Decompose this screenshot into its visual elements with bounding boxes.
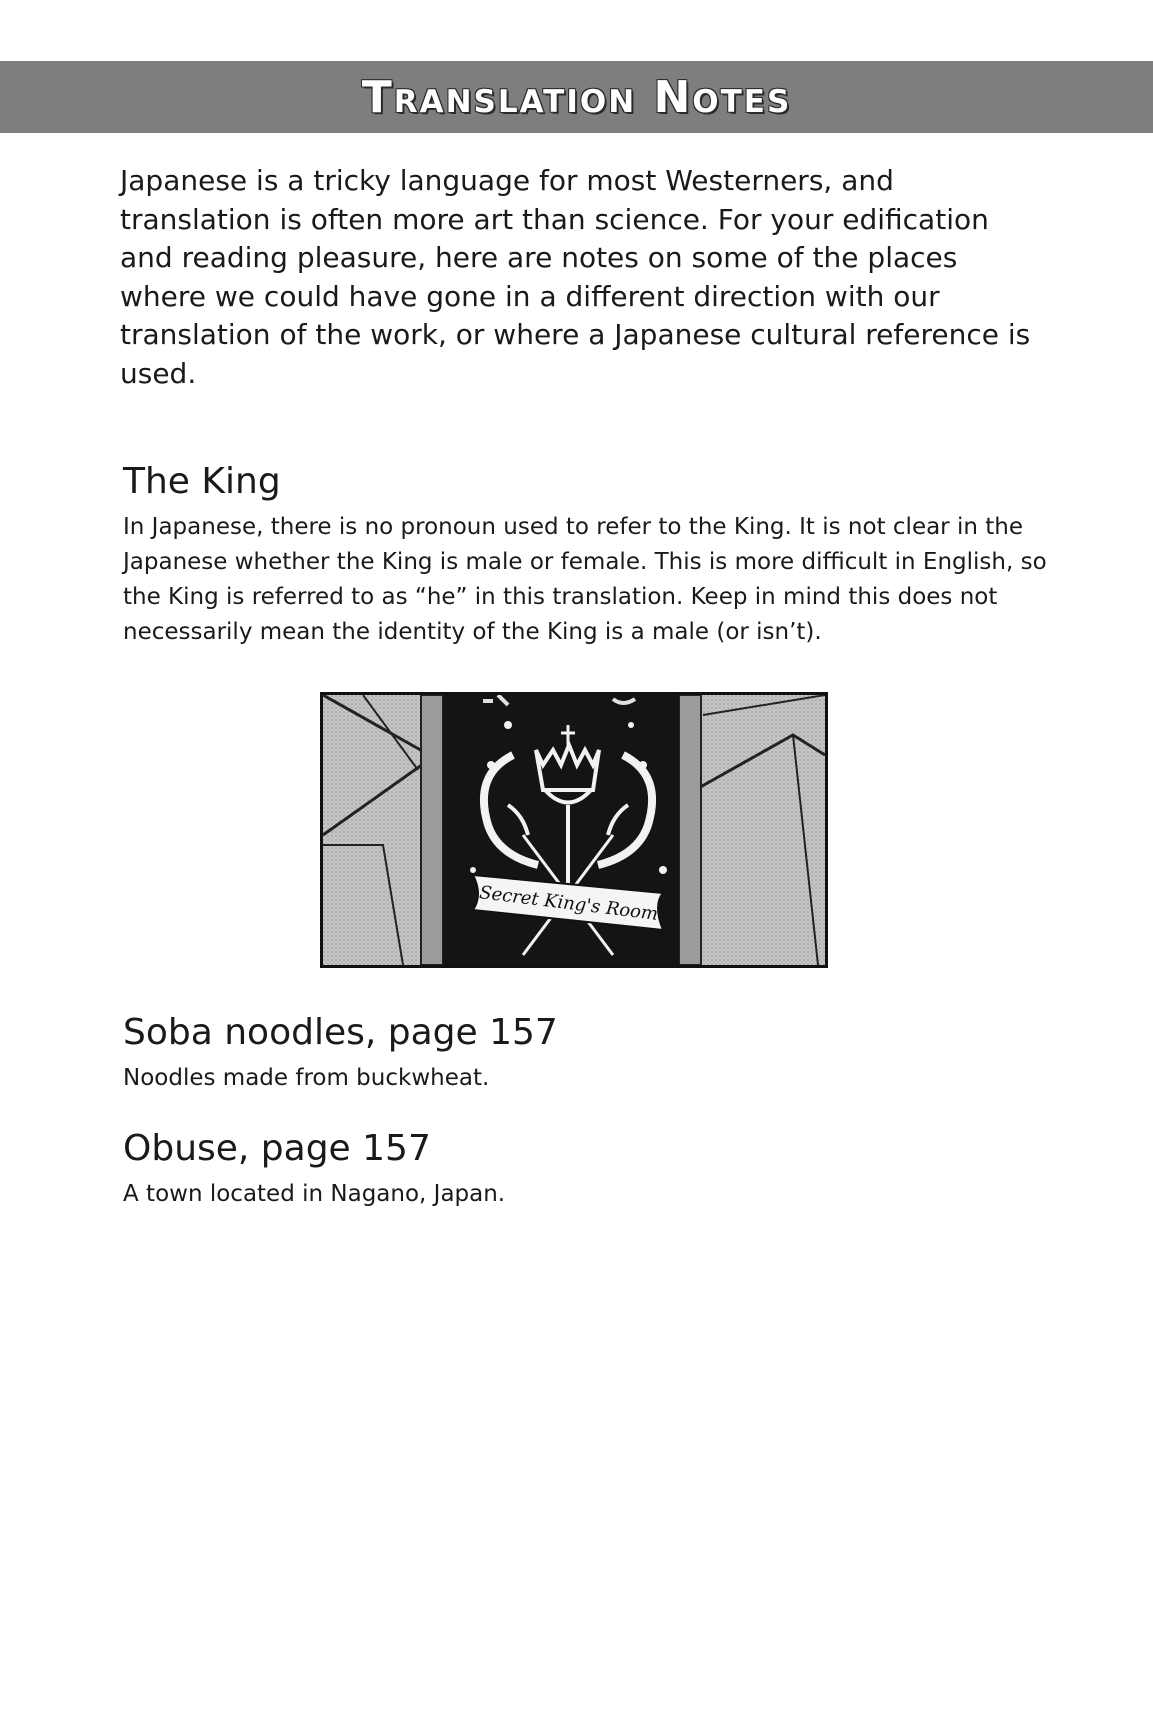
note-body: In Japanese, there is no pronoun used to refer to the King. It is not clear in the Japanese whether the King is male or female. This is more difficult in English, so the King is referred to as “he” in this translation. Keep in mind this does not necessarily mean the identity of the King is a male (or isn’t). bbox=[123, 514, 1047, 645]
banner-text: Secret King's Room bbox=[478, 882, 660, 925]
intro-paragraph: Japanese is a tricky language for most Westerners, and translation is often more art than science. For your edification and reading pleasure, here are notes on some of the places where we could have gone in a different direction with our translation of the work, or where a Japanese cultural reference is used. bbox=[120, 164, 1031, 390]
note-obuse bbox=[123, 1127, 1053, 1212]
header-bar bbox=[0, 61, 1153, 133]
secret-kings-room-door-illustration bbox=[323, 695, 825, 965]
note-body: Noodles made from buckwheat. bbox=[123, 1065, 490, 1091]
note-heading: Soba noodles, page 157 bbox=[123, 1012, 558, 1053]
note-heading: The King bbox=[123, 461, 281, 502]
page-title: Translation Notes bbox=[361, 71, 792, 123]
note-soba-noodles bbox=[123, 1011, 1053, 1096]
manga-panel-image bbox=[320, 692, 828, 968]
note-the-king bbox=[123, 460, 1053, 650]
note-body: A town located in Nagano, Japan. bbox=[123, 1181, 506, 1207]
note-heading: Obuse, page 157 bbox=[123, 1128, 431, 1169]
